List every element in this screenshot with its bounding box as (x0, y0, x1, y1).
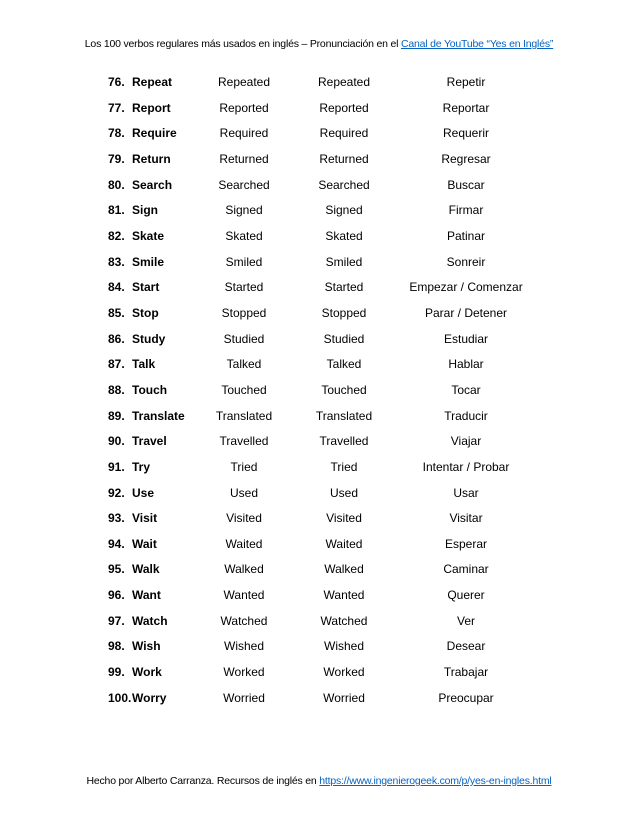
verb-participle: Signed (325, 203, 363, 218)
verb-base: Smile (132, 254, 165, 269)
row-number: 89. (108, 408, 125, 423)
verb-base: Watch (132, 613, 168, 628)
verb-base: Walk (132, 562, 160, 577)
verb-row (0, 455, 638, 481)
row-number: 83. (108, 254, 125, 269)
row-number: 86. (108, 331, 125, 346)
verb-spanish: Ver (456, 613, 476, 628)
verb-spanish: Buscar (447, 177, 485, 192)
row-number: 99. (108, 665, 125, 680)
verb-past: Wished (223, 639, 265, 654)
verb-spanish: Repetir (446, 75, 486, 89)
row-number: 92. (108, 485, 125, 500)
verb-participle: Worried (323, 690, 365, 705)
row-number: 81. (108, 203, 125, 218)
row-number: 93. (108, 511, 125, 526)
verb-participle: Wanted (323, 588, 365, 603)
verb-past: Tried (230, 459, 258, 474)
verb-spanish: Viajar (450, 434, 482, 449)
verb-row (0, 327, 638, 353)
verb-past: Worked (223, 665, 265, 680)
verb-spanish: Preocupar (438, 690, 494, 705)
verb-past: Skated (225, 228, 263, 243)
verb-past: Translated (215, 408, 273, 423)
verb-past: Walked (224, 562, 264, 577)
verb-participle: Worked (323, 665, 365, 680)
verb-spanish: Esperar (444, 536, 488, 551)
row-number: 78. (108, 126, 125, 141)
verb-participle: Searched (318, 177, 370, 192)
verb-row (0, 506, 638, 532)
verb-past: Wanted (223, 588, 265, 603)
verb-spanish: Querer (447, 588, 485, 603)
row-number: 77. (108, 100, 125, 115)
page-footer (0, 775, 638, 787)
youtube-channel-link[interactable]: Canal de YouTube “Yes en Inglés” (400, 38, 554, 50)
verb-participle: Wished (323, 639, 365, 654)
row-number: 100. (108, 690, 132, 705)
verb-participle: Tried (330, 459, 358, 474)
verb-past: Started (224, 280, 264, 295)
verb-list (0, 70, 638, 711)
verb-past: Searched (218, 177, 270, 192)
verb-row (0, 70, 638, 96)
row-number: 82. (108, 228, 125, 243)
verb-base: Wish (132, 639, 161, 654)
verb-spanish: Caminar (443, 562, 489, 577)
verb-past: Touched (221, 382, 267, 397)
verb-participle: Started (324, 280, 364, 295)
verb-row (0, 583, 638, 609)
verb-row (0, 96, 638, 122)
verb-row (0, 147, 638, 173)
verb-participle: Walked (324, 562, 364, 577)
verb-row (0, 686, 638, 712)
verb-past: Required (219, 126, 269, 141)
row-number: 90. (108, 434, 125, 449)
verb-row (0, 634, 638, 660)
verb-participle: Watched (320, 613, 368, 628)
verb-spanish: Usar (453, 485, 479, 500)
verb-row (0, 557, 638, 583)
verb-row (0, 532, 638, 558)
verb-base: Wait (132, 536, 157, 551)
verb-row (0, 352, 638, 378)
row-number: 95. (108, 562, 125, 577)
verb-base: Start (132, 280, 160, 295)
verb-row (0, 275, 638, 301)
verb-base: Try (132, 459, 151, 474)
verb-spanish: Patinar (446, 228, 486, 243)
verb-spanish: Empezar / Comenzar (409, 280, 523, 295)
row-number: 91. (108, 459, 125, 474)
verb-past: Repeated (217, 75, 271, 89)
verb-participle: Required (319, 126, 369, 141)
verb-spanish: Parar / Detener (424, 305, 508, 320)
resources-link[interactable]: https://www.ingenierogeek.com/p/yes-en-ingles.html (319, 775, 552, 787)
verb-row (0, 609, 638, 635)
verb-spanish: Visitar (449, 511, 483, 526)
verb-participle: Used (329, 485, 359, 500)
verb-base: Require (132, 126, 177, 141)
verb-row (0, 301, 638, 327)
verb-past: Travelled (219, 434, 269, 449)
row-number: 80. (108, 177, 125, 192)
verb-past: Returned (219, 151, 269, 166)
verb-spanish: Intentar / Probar (422, 459, 510, 474)
verb-spanish: Traducir (444, 408, 488, 423)
verb-base: Talk (132, 357, 156, 372)
verb-row (0, 660, 638, 686)
verb-row (0, 224, 638, 250)
verb-base: Visit (132, 511, 158, 526)
verb-row (0, 250, 638, 276)
verb-participle: Repeated (317, 75, 371, 89)
verb-base: Use (132, 485, 155, 500)
row-number: 84. (108, 280, 125, 295)
verb-spanish: Reportar (442, 100, 490, 115)
verb-past: Stopped (221, 305, 267, 320)
row-number: 96. (108, 588, 125, 603)
verb-base: Sign (132, 203, 158, 218)
verb-base: Worry (132, 690, 167, 705)
verb-past: Visited (226, 511, 262, 526)
verb-past: Signed (225, 203, 263, 218)
verb-row (0, 173, 638, 199)
verb-base: Report (132, 100, 171, 115)
verb-row (0, 404, 638, 430)
row-number: 94. (108, 536, 125, 551)
verb-past: Used (229, 485, 259, 500)
verb-base: Search (132, 177, 173, 192)
verb-row (0, 121, 638, 147)
verb-spanish: Trabajar (443, 665, 489, 680)
verb-past: Waited (225, 536, 263, 551)
verb-row (0, 429, 638, 455)
verb-spanish: Sonreir (446, 254, 486, 269)
verb-base: Return (132, 151, 171, 166)
verb-participle: Studied (323, 331, 365, 346)
verb-base: Travel (132, 434, 167, 449)
footer-text: Hecho por Alberto Carranza. Recursos de inglés en (86, 775, 320, 787)
verb-participle: Returned (319, 151, 369, 166)
verb-spanish: Regresar (441, 151, 491, 166)
verb-row (0, 378, 638, 404)
verb-base: Repeat (132, 75, 173, 89)
verb-past: Talked (226, 357, 262, 372)
verb-participle: Touched (321, 382, 367, 397)
verb-past: Smiled (225, 254, 263, 269)
verb-base: Touch (132, 382, 168, 397)
verb-spanish: Estudiar (443, 331, 489, 346)
verb-participle: Talked (326, 357, 362, 372)
verb-row (0, 481, 638, 507)
row-number: 98. (108, 639, 125, 654)
row-number: 76. (108, 75, 125, 89)
row-number: 87. (108, 357, 125, 372)
row-number: 97. (108, 613, 125, 628)
verb-past: Worried (223, 690, 265, 705)
verb-row (0, 198, 638, 224)
row-number: 85. (108, 305, 125, 320)
row-number: 88. (108, 382, 125, 397)
row-number: 79. (108, 151, 125, 166)
verb-base: Stop (132, 305, 159, 320)
verb-past: Watched (220, 613, 268, 628)
verb-past: Studied (223, 331, 265, 346)
verb-base: Skate (132, 228, 165, 243)
verb-base: Want (132, 588, 161, 603)
verb-spanish: Hablar (448, 357, 484, 372)
verb-base: Translate (132, 408, 185, 423)
header-text: Los 100 verbos regulares más usados en inglés – Pronunciación en el (84, 38, 401, 50)
verb-spanish: Firmar (448, 203, 484, 218)
page-header (0, 38, 638, 50)
verb-spanish: Tocar (451, 382, 481, 397)
verb-participle: Smiled (325, 254, 363, 269)
verb-spanish: Desear (446, 639, 486, 654)
verb-participle: Waited (325, 536, 363, 551)
verb-base: Study (132, 331, 166, 346)
verb-participle: Skated (325, 228, 363, 243)
verb-past: Reported (219, 100, 269, 115)
verb-participle: Translated (315, 408, 373, 423)
verb-base: Work (132, 665, 162, 680)
verb-participle: Visited (326, 511, 362, 526)
verb-participle: Reported (319, 100, 369, 115)
verb-participle: Stopped (321, 305, 367, 320)
verb-spanish: Requerir (442, 126, 490, 141)
verb-participle: Travelled (319, 434, 369, 449)
